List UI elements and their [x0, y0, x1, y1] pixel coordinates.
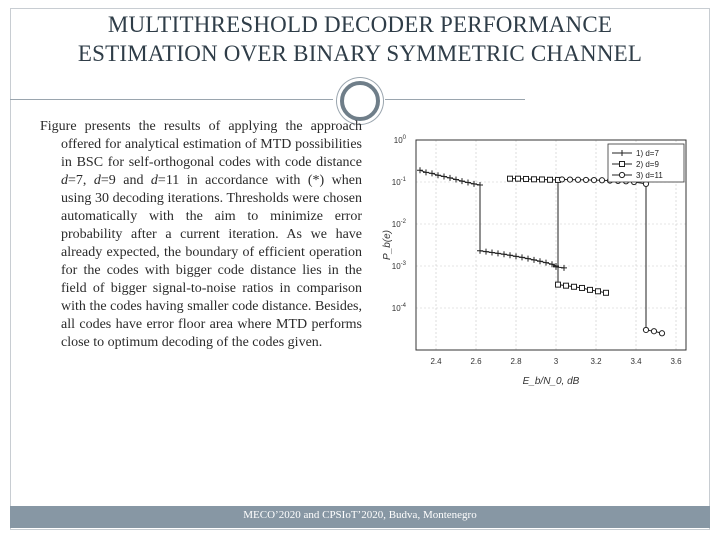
x-tick-label: 3.6	[670, 357, 682, 366]
legend-label: 2) d=9	[636, 160, 659, 169]
data-point	[643, 327, 648, 332]
data-point	[659, 331, 664, 336]
divider-right	[385, 99, 525, 100]
data-point	[572, 284, 577, 289]
series-3	[559, 177, 664, 336]
legend-label: 1) d=7	[636, 149, 659, 158]
x-tick-label: 3	[553, 357, 559, 366]
data-point	[540, 177, 545, 182]
series-2	[508, 176, 609, 295]
series-group	[417, 167, 665, 336]
data-point	[559, 177, 564, 182]
x-tick-label: 2.6	[470, 357, 482, 366]
data-point	[519, 254, 525, 260]
x-tick-labels	[430, 357, 682, 366]
legend	[608, 144, 684, 182]
x-tick-label: 2.4	[430, 357, 442, 366]
data-point	[543, 260, 549, 266]
y-tick-label: $10^{-2}$	[391, 219, 406, 229]
data-point	[477, 248, 483, 254]
y-axis-label: P_b(e)	[382, 229, 393, 261]
data-point	[564, 283, 569, 288]
data-point	[429, 170, 435, 176]
x-tick-label: 3.2	[590, 357, 602, 366]
body-part-4: =11 in accordance with (*) when using 30 decoding iterations. Thresholds were chosen automatically with the aim to minimize error probability after a current iteration. As we have already expected, the boundary of efficient operation for the codes with bigger code distance lies in the field of bigger signal-to-noise ratios in comparison with the codes having smaller code distance. Besides, all codes have error floor area where MTD performs close to optimum decoding of the codes given.	[61, 173, 363, 350]
series-line	[562, 179, 662, 333]
data-point	[548, 177, 553, 182]
body-text	[40, 118, 362, 352]
data-point	[556, 282, 561, 287]
legend-label: 3) d=11	[636, 171, 663, 180]
y-tick-label: $10^{-3}$	[391, 261, 406, 271]
data-point	[465, 180, 471, 186]
data-point	[495, 250, 501, 256]
data-point	[620, 162, 625, 167]
slide-title-line-1: MULTITHRESHOLD DECODER PERFORMANCE	[107, 12, 613, 37]
body-paragraph	[40, 118, 362, 352]
data-point	[591, 177, 596, 182]
data-point	[516, 176, 521, 181]
data-point	[567, 177, 572, 182]
divider-circle-ornament	[340, 81, 380, 121]
body-part-2: =7,	[68, 173, 94, 188]
data-point	[599, 178, 604, 183]
var-d-3: d	[150, 173, 158, 188]
y-tick-label: $10^{-4}$	[391, 303, 406, 313]
series-line	[510, 179, 606, 293]
x-axis-label: E_b/N_0, dB	[522, 376, 580, 387]
data-point	[507, 252, 513, 258]
slide-title	[10, 10, 710, 68]
var-d-2: d	[93, 173, 101, 188]
data-point	[651, 329, 656, 334]
footer-text: MECO’2020 and CPSIoT’2020, Budva, Montenegro	[243, 509, 477, 521]
y-tick-label: $10^{-1}$	[391, 177, 406, 187]
data-point	[513, 253, 519, 259]
data-point	[508, 176, 513, 181]
data-point	[531, 257, 537, 263]
footer-bar	[10, 506, 710, 528]
data-point	[583, 177, 588, 182]
data-point	[441, 174, 447, 180]
body-part-1: Figure presents the results of applying the approach offered for analytical estimation of MTD possibilities in BSC for self-orthogonal codes with code distance	[40, 119, 362, 170]
data-point	[524, 176, 529, 181]
data-point	[596, 289, 601, 294]
var-d-1: d	[61, 173, 68, 188]
data-point	[604, 290, 609, 295]
series-1	[417, 167, 567, 271]
data-point	[532, 177, 537, 182]
data-point	[483, 249, 489, 255]
data-point	[588, 287, 593, 292]
data-point	[501, 251, 507, 257]
slide-title-line-2: ESTIMATION OVER BINARY SYMMETRIC CHANNEL	[77, 41, 643, 66]
data-point	[477, 182, 483, 188]
data-point	[423, 169, 429, 175]
data-point	[417, 167, 423, 173]
data-point	[525, 256, 531, 262]
divider-left	[10, 99, 333, 100]
x-tick-label: 2.8	[510, 357, 522, 366]
y-tick-labels	[392, 135, 407, 313]
y-tick-label: $10^0$	[393, 135, 406, 145]
data-point	[575, 177, 580, 182]
ber-chart	[376, 128, 706, 388]
data-point	[489, 249, 495, 255]
data-point	[453, 176, 459, 182]
data-point	[447, 175, 453, 181]
data-point	[619, 172, 624, 177]
body-part-3: =9 and	[100, 173, 151, 188]
data-point	[537, 258, 543, 264]
data-point	[580, 285, 585, 290]
data-point	[459, 178, 465, 184]
x-tick-label: 3.4	[630, 357, 642, 366]
